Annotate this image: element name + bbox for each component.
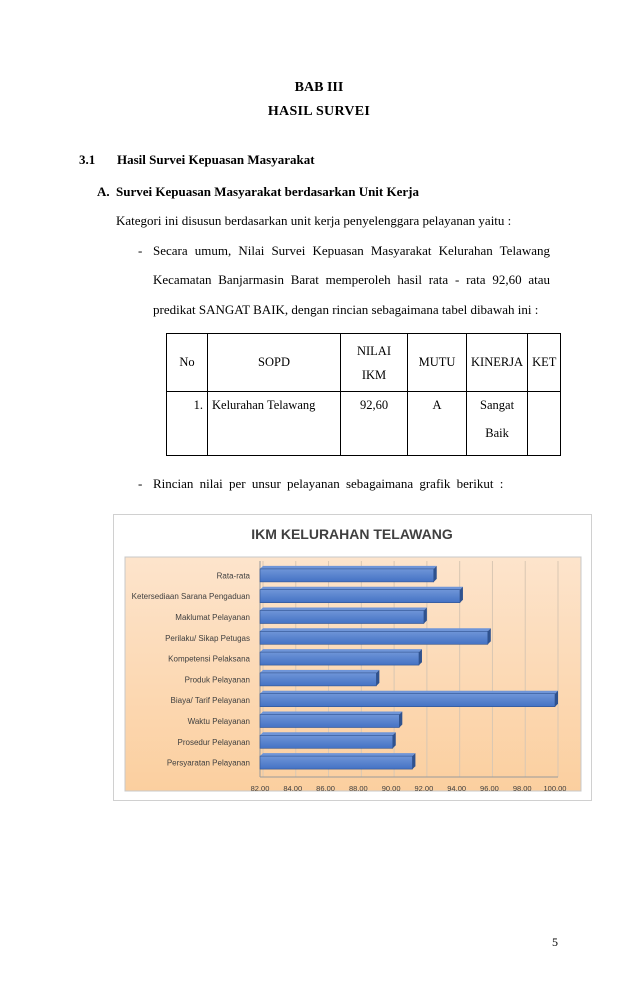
bar (260, 611, 424, 624)
bullet1-line1: Secara umum, Nilai Survei Kepuasan Masyarakat Kelurahan Telawang (153, 243, 550, 258)
y-category-label: Persyaratan Pelayanan (166, 758, 250, 768)
bullet-dash: - (138, 476, 143, 491)
header-ket: KET (528, 334, 561, 392)
bar-top-face (260, 712, 402, 715)
section-number: 3.1 (79, 152, 96, 167)
bar-top-face (260, 670, 379, 673)
bullet2-text: Rincian nilai per unsur pelayanan sebagaimana grafik berikut : (153, 476, 504, 491)
y-category-label: Kompetensi Pelaksana (168, 654, 250, 664)
x-tick-label: 96.00 (480, 784, 499, 793)
intro-paragraph: Kategori ini disusun berdasarkan unit kerja penyelenggara pelayanan yaitu : (116, 213, 512, 228)
bar-top-face (260, 691, 558, 694)
chart-title: IKM KELURAHAN TELAWANG (251, 526, 453, 542)
y-category-label: Biaya/ Tarif Pelayanan (170, 696, 250, 706)
page-number: 5 (552, 935, 558, 949)
header-nilai-line2: IKM (361, 367, 387, 382)
x-tick-label: 100.00 (543, 784, 567, 793)
bar-top-face (260, 732, 396, 735)
header-nilai-ikm (341, 334, 408, 392)
cell-kinerja-line2: Baik (485, 426, 509, 440)
y-category-label: Rata-rata (216, 571, 250, 581)
header-kinerja: KINERJA (467, 334, 528, 392)
x-tick-label: 98.00 (512, 784, 532, 793)
bullet1-line2: Kecamatan Banjarmasin Barat memperoleh hasil rata - rata 92,60 atau (153, 272, 550, 287)
y-category-label: Perilaku/ Sikap Petugas (165, 633, 250, 643)
x-tick-label: 88.00 (348, 784, 368, 793)
header-mutu: MUTU (408, 334, 467, 392)
section-title: Hasil Survei Kepuasan Masyarakat (117, 152, 315, 167)
bar-top-face (260, 566, 437, 569)
bar-top-face (260, 608, 427, 611)
bar (260, 569, 434, 582)
bullet-dash: - (138, 243, 143, 258)
cell-no: 1. (167, 392, 208, 456)
x-tick-label: 82.00 (250, 784, 270, 793)
chart-container (113, 514, 592, 801)
bar (260, 631, 488, 644)
y-category-label: Prosedur Pelayanan (177, 737, 250, 747)
bar (260, 673, 376, 686)
bar (260, 694, 555, 707)
chapter-number: BAB III (294, 80, 344, 95)
subsection-label: A. (97, 184, 110, 199)
cell-sopd: Kelurahan Telawang (208, 392, 341, 456)
cell-kinerja-line1: Sangat (480, 398, 515, 412)
cell-nilai: 92,60 (341, 392, 408, 456)
table-header-row (167, 334, 561, 392)
ikm-bar-chart (114, 515, 591, 800)
header-sopd: SOPD (208, 334, 341, 392)
x-tick-label: 90.00 (381, 784, 401, 793)
bar (260, 715, 399, 728)
cell-kinerja (467, 392, 528, 456)
bar-top-face (260, 628, 491, 631)
bar-top-face (260, 753, 415, 756)
cell-mutu: A (408, 392, 467, 456)
y-category-label: Maklumat Pelayanan (175, 613, 250, 622)
y-category-label: Ketersediaan Sarana Pengaduan (131, 592, 250, 602)
subsection-title: Survei Kepuasan Masyarakat berdasarkan Unit Kerja (116, 184, 419, 199)
bullet1-line3: predikat SANGAT BAIK, dengan rincian sebagaimana tabel dibawah ini : (153, 302, 539, 317)
table-row (167, 392, 561, 456)
x-tick-label: 86.00 (316, 784, 335, 793)
x-tick-label: 84.00 (283, 784, 303, 793)
results-table (166, 333, 561, 456)
bar-top-face (260, 587, 463, 590)
bar (260, 756, 412, 769)
bar (260, 652, 419, 665)
header-no: No (167, 334, 208, 392)
y-category-label: Produk Pelayanan (184, 675, 250, 685)
y-category-label: Waktu Pelayanan (187, 717, 250, 726)
chapter-title: HASIL SURVEI (267, 104, 371, 119)
bar (260, 735, 393, 748)
bar-top-face (260, 649, 422, 652)
x-tick-label: 94.00 (447, 784, 467, 793)
x-tick-label: 92.00 (414, 784, 434, 793)
cell-ket (528, 392, 561, 456)
header-nilai-line1: NILAI (356, 343, 391, 358)
bar (260, 590, 460, 603)
